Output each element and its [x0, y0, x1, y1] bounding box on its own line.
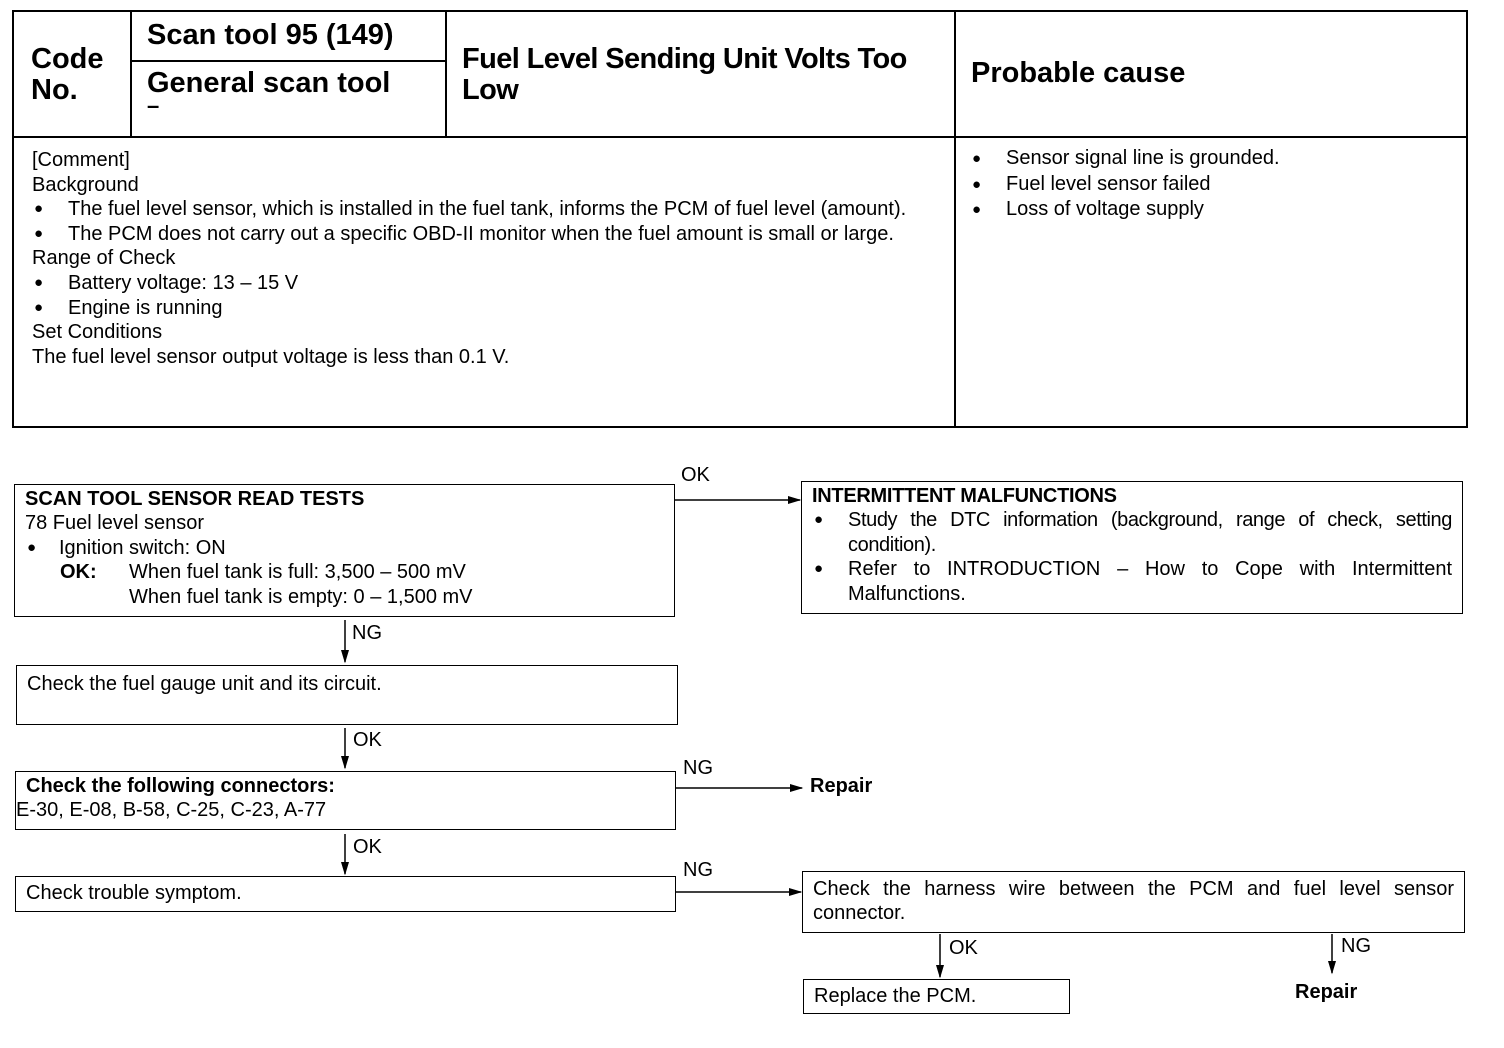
- ok-label-4: OK: [949, 937, 978, 959]
- scan-test-title: SCAN TOOL SENSOR READ TESTS: [25, 488, 365, 510]
- scan-tool-heading: Scan tool 95 (149): [147, 19, 394, 51]
- background-item: ● The PCM does not carry out a specific OBD-II monitor when the fuel amount is small or large.: [32, 222, 938, 247]
- general-scan-tool-value: –: [147, 93, 160, 118]
- ok-label: OK:: [60, 561, 97, 584]
- scan-tool-test-box: [14, 484, 675, 617]
- general-scan-tool-label: General scan tool: [147, 67, 391, 99]
- code-no-heading: Code No.: [31, 43, 104, 106]
- ng-label-4: NG: [1341, 935, 1371, 957]
- symptom-check-box: Check trouble symptom.: [15, 876, 676, 912]
- gauge-check-box: Check the fuel gauge unit and its circuit.: [16, 665, 678, 725]
- probable-cause-heading: Probable cause: [971, 57, 1186, 89]
- repair-label: Repair: [810, 775, 873, 797]
- ok-label-1: OK: [681, 464, 710, 486]
- background-item: ● The fuel level sensor, which is installed in the fuel tank, informs the PCM of fuel level (amount).: [32, 197, 938, 222]
- cause-item: ● Fuel level sensor failed: [970, 172, 1450, 198]
- scan-test-ok-full: [25, 560, 664, 584]
- connectors-list: E-30, E-08, B-58, C-25, C-23, A-77: [16, 799, 327, 822]
- scan-test-item: 78 Fuel level sensor: [25, 512, 204, 535]
- set-conditions-text: The fuel level sensor output voltage is less than 0.1 V.: [32, 345, 510, 368]
- scan-test-ok-empty: When fuel tank is empty: 0 – 1,500 mV: [129, 585, 473, 608]
- intermittent-box: [801, 481, 1463, 614]
- connectors-title: Check the following connectors:: [26, 775, 335, 797]
- cause-item: ● Sensor signal line is grounded.: [970, 146, 1450, 172]
- dtc-title: Fuel Level Sending Unit Volts Too Low: [462, 43, 907, 106]
- background-label: Background: [32, 173, 139, 196]
- intermittent-item: ● Study the DTC information (background, range of check, setting condition).: [812, 508, 1452, 557]
- replace-pcm-box: Replace the PCM.: [803, 979, 1070, 1014]
- repair-label: Repair: [1295, 981, 1358, 1003]
- ng-label-3: NG: [683, 859, 713, 881]
- connectors-box: [15, 771, 676, 830]
- range-item: ● Battery voltage: 13 – 15 V: [32, 271, 938, 296]
- range-item: ● Engine is running: [32, 296, 938, 321]
- ok-label-2: OK: [353, 729, 382, 751]
- comment-label: [Comment]: [32, 149, 130, 171]
- ng-label-2: NG: [683, 757, 713, 779]
- scan-test-condition: ● Ignition switch: ON: [25, 536, 664, 560]
- ok-label-3: OK: [353, 836, 382, 858]
- ng-label-1: NG: [352, 622, 382, 644]
- range-label: Range of Check: [32, 247, 176, 270]
- set-conditions-label: Set Conditions: [32, 321, 163, 344]
- cause-item: ● Loss of voltage supply: [970, 197, 1450, 223]
- intermittent-item: ● Refer to INTRODUCTION – How to Cope with Intermittent Malfunctions.: [812, 557, 1452, 606]
- ok-full-value: When fuel tank is full: 3,500 – 500 mV: [129, 561, 466, 584]
- intermittent-title: INTERMITTENT MALFUNCTIONS: [812, 485, 1117, 507]
- harness-check-box: Check the harness wire between the PCM and fuel level sensor connector.: [802, 871, 1465, 933]
